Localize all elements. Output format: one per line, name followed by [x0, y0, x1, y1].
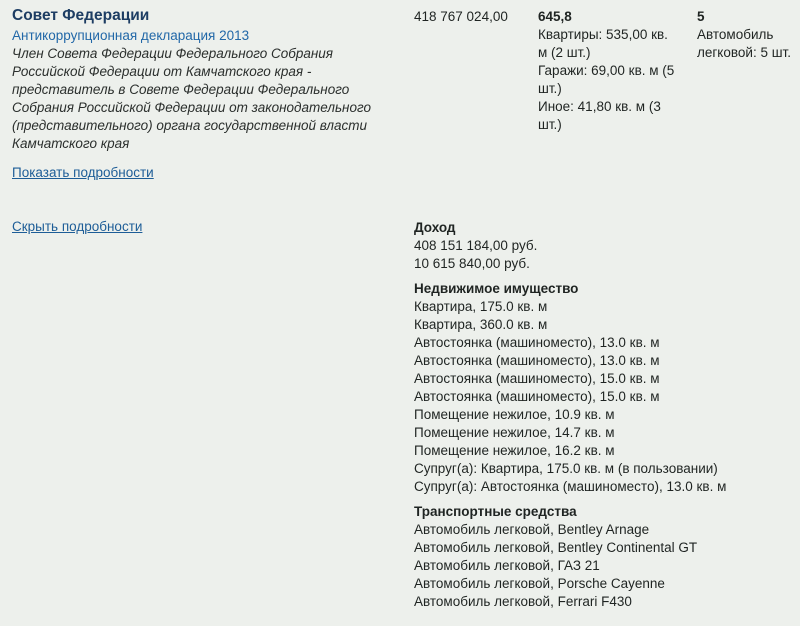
area-breakdown [538, 26, 688, 134]
real-estate-item: Помещение нежилое, 16.2 кв. м [414, 443, 615, 458]
area-line: Гаражи: 69,00 кв. м (5 [538, 63, 675, 78]
income-item: 10 615 840,00 руб. [414, 256, 530, 271]
organization-title: Совет Федерации [12, 7, 150, 24]
real-estate-item: Автостоянка (машиноместо), 15.0 кв. м [414, 371, 660, 386]
position-line: Собрания Российской Федерации от законодательного [12, 100, 371, 115]
vehicle-summary-line: легковой: 5 шт. [697, 45, 791, 60]
area-line: шт.) [538, 81, 562, 96]
area-line: шт.) [538, 117, 562, 132]
position-line: представитель в Совете Федерации Федерального [12, 82, 350, 97]
real-estate-item: Супруг(а): Автостоянка (машиноместо), 13.0 кв. м [414, 479, 727, 494]
real-estate-item: Квартира, 360.0 кв. м [414, 317, 548, 332]
hide-details-link[interactable]: Скрыть подробности [12, 219, 143, 234]
vehicle-summary-line: Автомобиль [697, 27, 774, 42]
vehicle-item: Автомобиль легковой, Ferrari F430 [414, 594, 632, 609]
area-total: 645,8 [538, 9, 572, 24]
income-total: 418 767 024,00 [414, 9, 508, 24]
real-estate-item: Автостоянка (машиноместо), 15.0 кв. м [414, 389, 660, 404]
position-line: Российской Федерации от Камчатского края - [12, 64, 312, 79]
real-estate-heading: Недвижимое имущество [414, 281, 579, 296]
income-section [414, 219, 794, 273]
real-estate-item: Помещение нежилое, 14.7 кв. м [414, 425, 615, 440]
real-estate-item: Супруг(а): Квартира, 175.0 кв. м (в пользовании) [414, 461, 718, 476]
real-estate-item: Автостоянка (машиноместо), 13.0 кв. м [414, 335, 660, 350]
position-description [12, 45, 372, 153]
vehicle-item: Автомобиль легковой, ГАЗ 21 [414, 558, 600, 573]
vehicle-count: 5 [697, 9, 705, 24]
income-item: 408 151 184,00 руб. [414, 238, 538, 253]
real-estate-item: Автостоянка (машиноместо), 13.0 кв. м [414, 353, 660, 368]
real-estate-item: Квартира, 175.0 кв. м [414, 299, 548, 314]
position-line: Камчатского края [12, 136, 130, 151]
real-estate-item: Помещение нежилое, 10.9 кв. м [414, 407, 615, 422]
details-panel [414, 219, 794, 618]
vehicle-item: Автомобиль легковой, Bentley Arnage [414, 522, 650, 537]
vehicles-section [414, 503, 794, 611]
position-line: Член Совета Федерации Федерального Собрания [12, 46, 334, 61]
vehicle-item: Автомобиль легковой, Porsche Cayenne [414, 576, 665, 591]
vehicles-heading: Транспортные средства [414, 504, 577, 519]
income-heading: Доход [414, 220, 456, 235]
show-details-link[interactable]: Показать подробности [12, 165, 154, 180]
area-line: м (2 шт.) [538, 45, 591, 60]
area-line: Квартиры: 535,00 кв. [538, 27, 668, 42]
vehicle-item: Автомобиль легковой, Bentley Continental GT [414, 540, 698, 555]
vehicle-summary [697, 26, 797, 62]
declaration-subtitle: Антикоррупционная декларация 2013 [12, 28, 250, 43]
real-estate-section [414, 280, 794, 496]
area-line: Иное: 41,80 кв. м (3 [538, 99, 661, 114]
position-line: (представительного) органа государственной власти [12, 118, 368, 133]
